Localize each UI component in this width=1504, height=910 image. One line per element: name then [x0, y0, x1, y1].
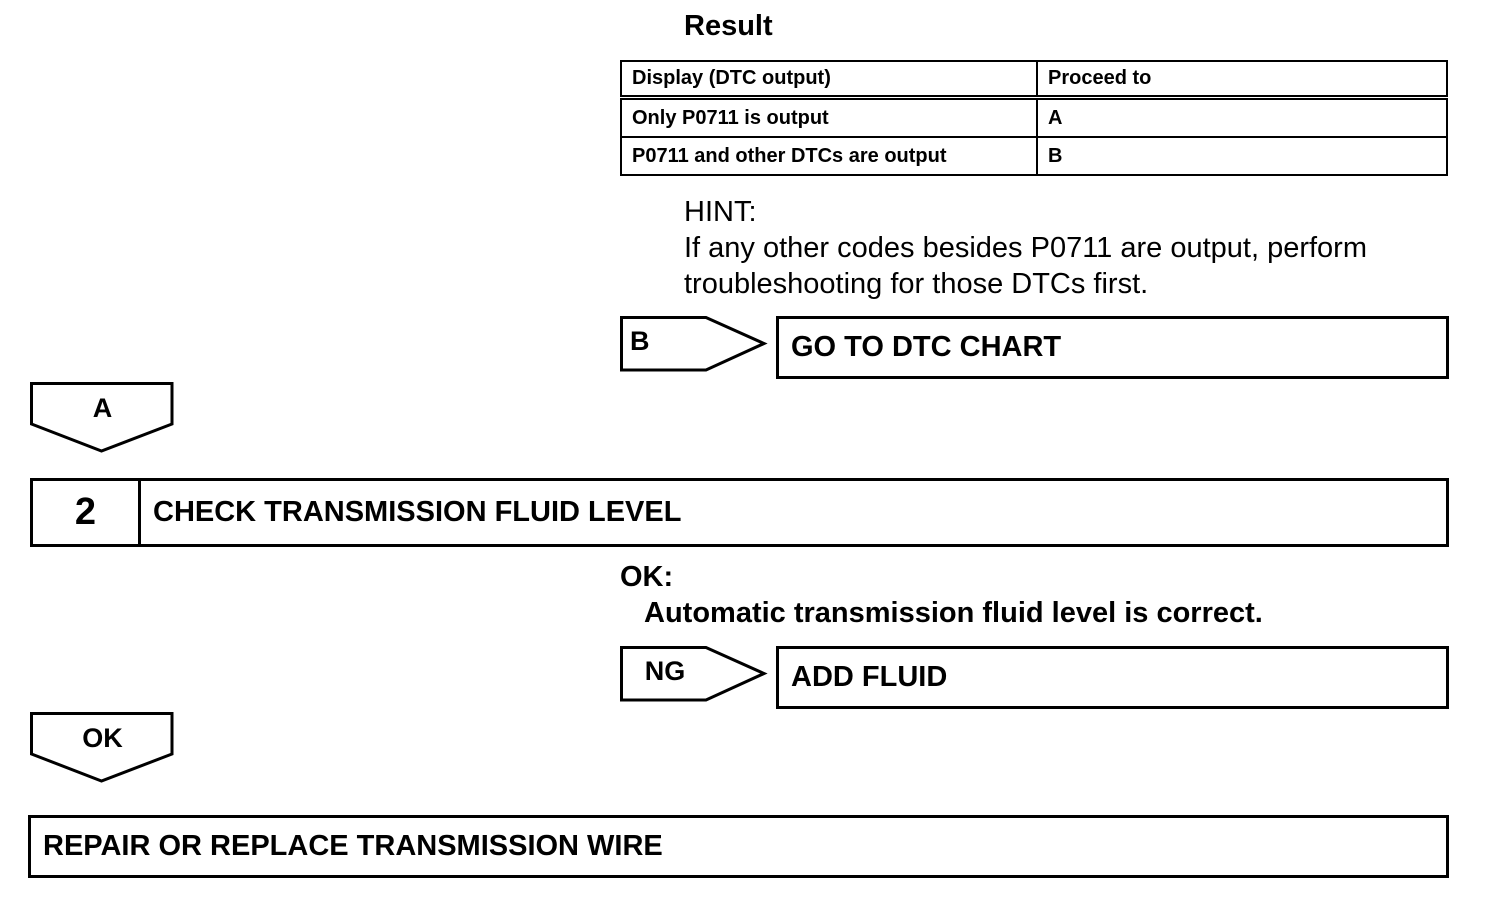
- branch-b-tag: B: [630, 326, 650, 356]
- go-to-dtc-chart-label: GO TO DTC CHART: [791, 331, 1062, 363]
- column-header-proceed: Proceed to: [1037, 61, 1447, 98]
- branch-ng-tag: NG: [644, 656, 686, 686]
- column-header-display: Display (DTC output): [621, 61, 1037, 98]
- table-header-row: [621, 61, 1447, 98]
- result-table: [620, 60, 1448, 176]
- hint-label: HINT:: [684, 196, 757, 228]
- ok-criteria-label: OK:: [620, 561, 674, 593]
- hint-line-1: If any other codes besides P0711 are output, perform: [684, 232, 1367, 264]
- branch-a-tag: A: [92, 393, 113, 423]
- table-row: [621, 137, 1447, 175]
- result-heading: Result: [684, 10, 773, 42]
- branch-ok-tag: OK: [82, 723, 123, 753]
- go-to-dtc-chart-box[interactable]: [776, 316, 1449, 379]
- ok-criteria-text: Automatic transmission fluid level is correct.: [644, 597, 1263, 629]
- table-cell-proceed: A: [1037, 98, 1447, 138]
- hint-line-2: troubleshooting for those DTCs first.: [684, 268, 1149, 300]
- hint-block: [684, 194, 1367, 302]
- table-cell-display: P0711 and other DTCs are output: [621, 137, 1037, 175]
- step-title: CHECK TRANSMISSION FLUID LEVEL: [138, 478, 1449, 547]
- repair-replace-wire-label: REPAIR OR REPLACE TRANSMISSION WIRE: [43, 830, 663, 862]
- step-number: 2: [30, 478, 141, 547]
- add-fluid-label: ADD FLUID: [791, 661, 948, 693]
- table-cell-display: Only P0711 is output: [621, 98, 1037, 138]
- table-row: [621, 98, 1447, 138]
- add-fluid-box[interactable]: [776, 646, 1449, 709]
- table-cell-proceed: B: [1037, 137, 1447, 175]
- repair-replace-wire-box[interactable]: [28, 815, 1449, 878]
